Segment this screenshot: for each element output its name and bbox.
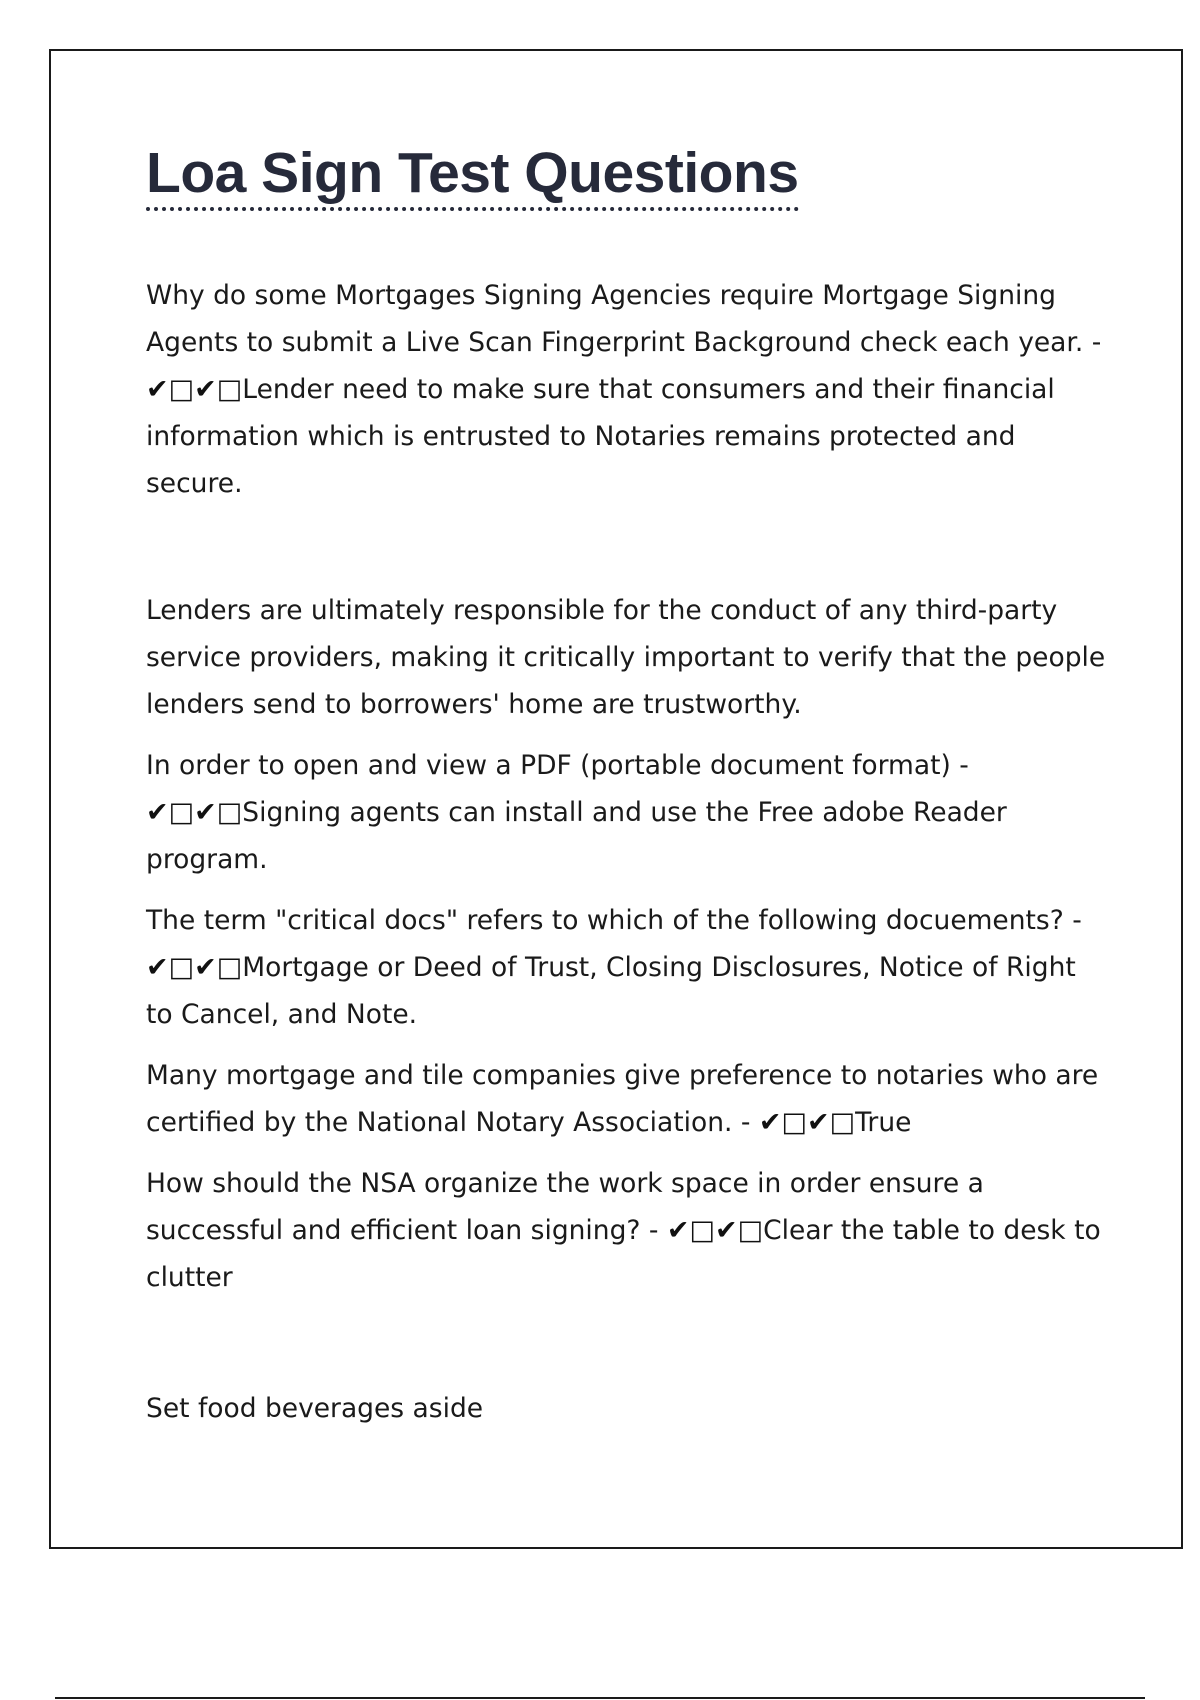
question-text: How should the NSA organize the work space in order ensure a successful and efficient loan signing? - xyxy=(146,1168,984,1246)
answer-checkmark-icon: ✔︎□✔︎□ xyxy=(146,797,243,828)
document-title: Loa Sign Test Questions xyxy=(146,142,799,211)
question-text: Why do some Mortgages Signing Agencies require Mortgage Signing Agents to submit a Live Scan Fingerprint Background check each year. - xyxy=(146,280,1102,358)
answer-text: Clear the table to desk to clutter xyxy=(146,1215,1101,1293)
answer-checkmark-icon: ✔︎□✔︎□ xyxy=(146,952,243,983)
answer-text: True xyxy=(855,1107,912,1138)
text-paragraph-7 xyxy=(146,1385,1106,1432)
page-bottom-divider xyxy=(55,1697,1145,1699)
answer-checkmark-icon: ✔︎□✔︎□ xyxy=(758,1107,856,1138)
answer-text: Mortgage or Deed of Trust, Closing Disclosures, Notice of Right to Cancel, and Note. xyxy=(146,952,1076,1030)
qa-paragraph-3 xyxy=(146,742,1106,883)
document-body xyxy=(146,272,1106,1432)
question-text: In order to open and view a PDF (portable document format) - xyxy=(146,750,969,781)
question-text: Many mortgage and tile companies give preference to notaries who are certified by the National Notary Association. - xyxy=(146,1060,1099,1138)
qa-paragraph-1 xyxy=(146,272,1106,507)
qa-paragraph-6 xyxy=(146,1160,1106,1301)
question-text: The term "critical docs" refers to which of the following docuements? - xyxy=(146,905,1082,936)
answer-text: Signing agents can install and use the Free adobe Reader program. xyxy=(146,797,1007,875)
body-text: Lenders are ultimately responsible for the conduct of any third-party service providers, making it critically important to verify that the people lenders send to borrowers' home are trustworthy. xyxy=(146,595,1106,720)
qa-paragraph-5 xyxy=(146,1052,1106,1146)
answer-checkmark-icon: ✔︎□✔︎□ xyxy=(146,374,243,405)
answer-checkmark-icon: ✔︎□✔︎□ xyxy=(666,1215,764,1246)
text-paragraph-2 xyxy=(146,587,1106,728)
qa-paragraph-4 xyxy=(146,897,1106,1038)
answer-text: Lender need to make sure that consumers and their financial information which is entrusted to Notaries remains protected and secure. xyxy=(146,374,1055,499)
body-text: Set food beverages aside xyxy=(146,1393,484,1424)
